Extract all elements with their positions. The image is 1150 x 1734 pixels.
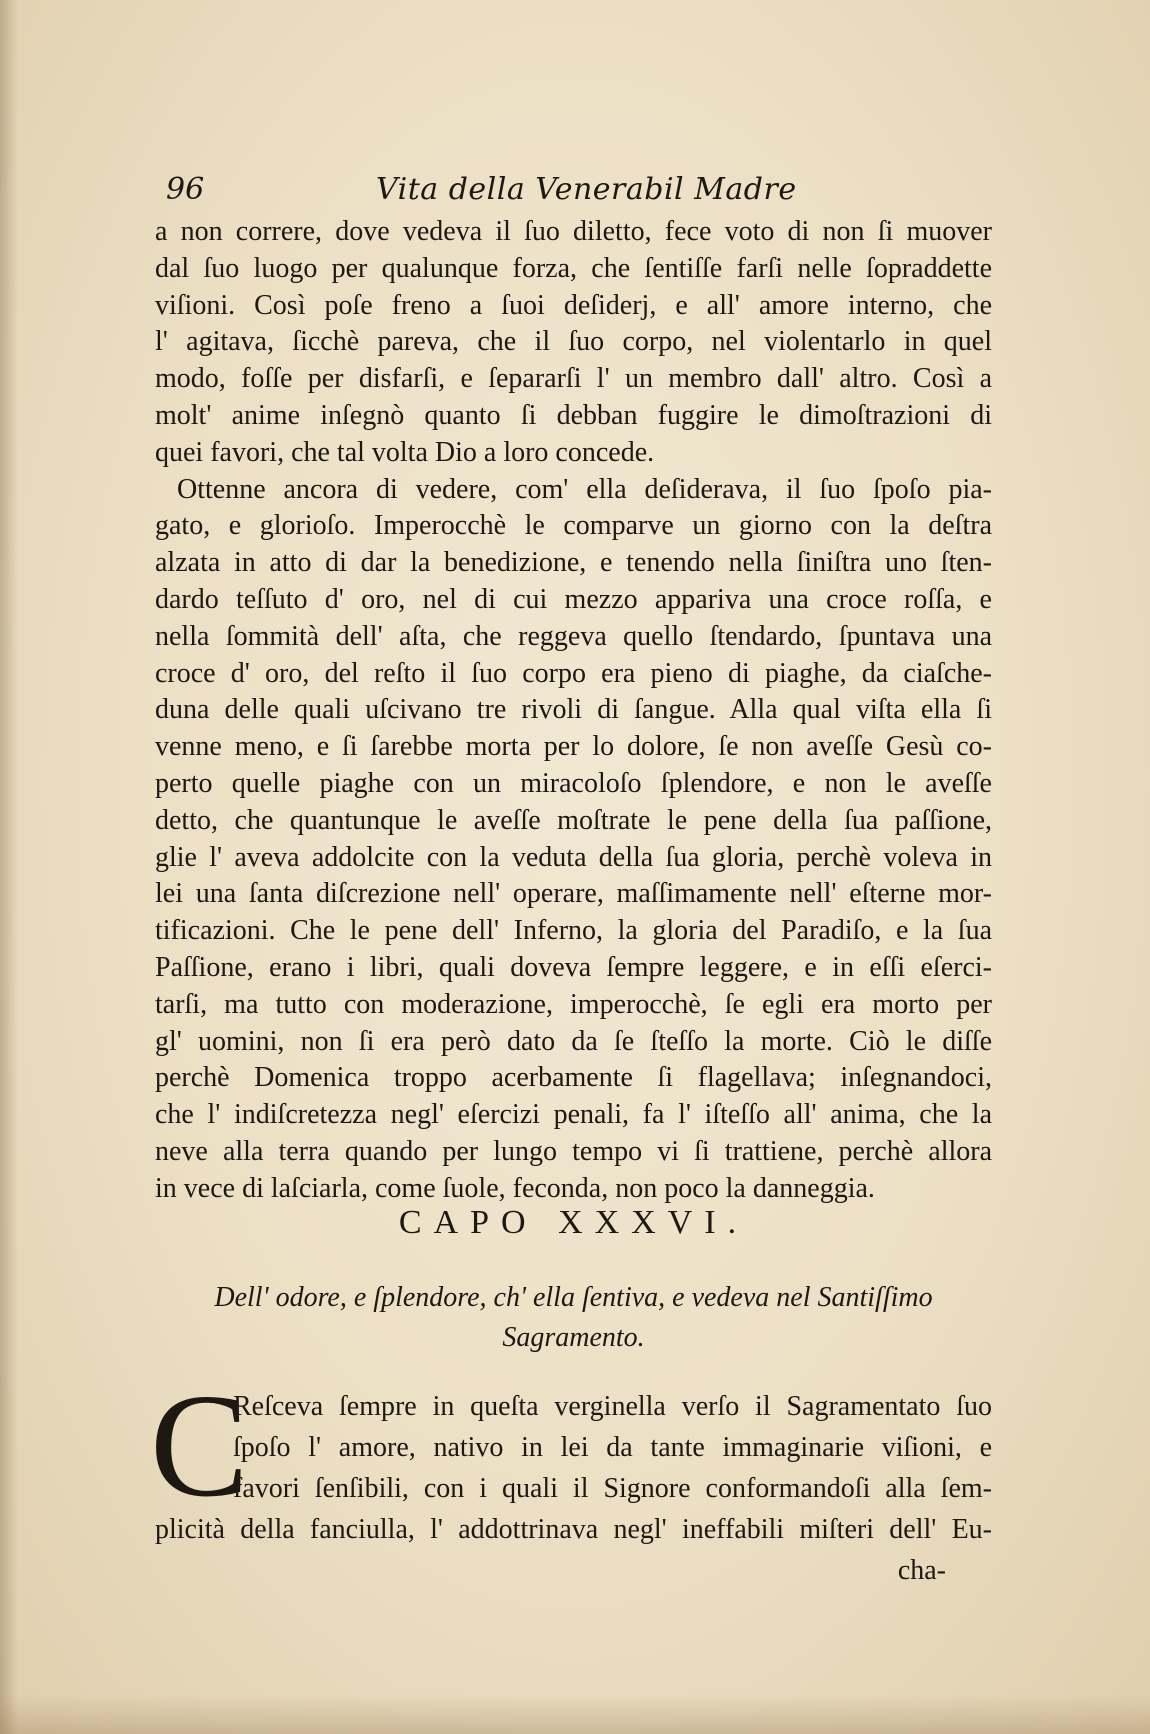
text-line: ſpoſo l' amore, nativo in lei da tante immaginarie viſioni, e (233, 1432, 992, 1463)
text-line: detto, che quantunque le aveſſe moſtrate le pene della ſua paſſione, (155, 804, 992, 836)
text-line: perchè Domenica troppo acerbamente ſi flagellava; inſegnandoci, (155, 1062, 992, 1094)
text-line: gato, e glorioſo. Imperocchè le comparve un giorno con la deſtra (155, 510, 992, 542)
page-edge-shadow (0, 0, 18, 1734)
text-line: Ottenne ancora di vedere, com' ella deſiderava, il ſuo ſpoſo pia- (177, 473, 992, 505)
text-line: neve alla terra quando per lungo tempo vi ſi trattiene, perchè allora (155, 1135, 992, 1167)
text-line: glie l' aveva addolcite con la veduta della ſua gloria, perchè voleva in (155, 841, 992, 873)
page-bottom-shadow (0, 1694, 1150, 1734)
page-header (166, 172, 996, 212)
text-line: gl' uomini, non ſi era però dato da ſe ſteſſo la morte. Ciò le diſſe (155, 1025, 992, 1057)
chapter-subtitle-line: Sagramento. (502, 1322, 645, 1353)
body-text (155, 214, 992, 1208)
text-line: perto quelle piaghe con un miracoloſo ſplendore, e non le aveſſe (155, 767, 992, 799)
text-line: plicità della fanciulla, l' addottrinava negl' ineffabili miſteri dell' Eu- (155, 1514, 992, 1545)
text-line: a non correre, dove vedeva il ſuo diletto, fece voto di non ſi muover (155, 216, 992, 247)
chapter-subtitle-line: Dell' odore, e ſplendore, ch' ella ſentiva, e vedeva nel Santiſſimo (214, 1282, 933, 1313)
text-line: quei favori, che tal volta Dio a loro concede. (155, 436, 655, 468)
chapter-subtitle (155, 1278, 992, 1358)
text-line: tarſi, ma tutto con moderazione, imperocchè, ſe egli era morto per (155, 988, 992, 1020)
text-line: modo, foſſe per disfarſi, e ſepararſi l' un membro dall' altro. Così a (155, 363, 992, 395)
drop-cap: C (150, 1364, 249, 1528)
catchword: cha- (897, 1555, 946, 1586)
text-line: in vece di laſciarla, come ſuole, feconda, non poco la danneggia. (155, 1172, 875, 1204)
text-line: Paſſione, erano i libri, quali doveva ſempre leggere, e in eſſi eſerci- (155, 951, 992, 983)
text-line: dardo teſſuto d' oro, nel di cui mezzo appariva una croce roſſa, e (155, 583, 992, 615)
text-line: tificazioni. Che le pene dell' Inferno, la gloria del Paradiſo, e la ſua (155, 915, 992, 947)
page-number: 96 (166, 172, 205, 207)
text-line: viſioni. Così poſe freno a ſuoi deſiderj, e all' amore interno, che (155, 289, 992, 321)
text-line: venne meno, e ſi ſarebbe morta per lo dolore, ſe non aveſſe Gesù co- (155, 731, 992, 763)
text-line: dal ſuo luogo per qualunque forza, che ſentiſſe farſi nelle ſopraddette (155, 252, 992, 284)
text-line: nella ſommità dell' aſta, che reggeva quello ſtendardo, ſpuntava una (155, 620, 992, 652)
text-line: croce d' oro, del reſto il ſuo corpo era pieno di piaghe, da ciaſche- (155, 657, 992, 689)
text-line: favori ſenſibili, con i quali il Signore conformandoſi alla ſem- (233, 1473, 992, 1504)
text-line: lei una ſanta diſcrezione nell' operare, maſſimamente nell' eſterne mor- (155, 878, 992, 910)
chapter-heading: CAPO XXXVI. (398, 1204, 749, 1241)
chapter-first-paragraph (155, 1386, 992, 1591)
text-line: l' agitava, ſicchè pareva, che il ſuo corpo, nel violentarlo in quel (155, 326, 992, 358)
text-line: molt' anime inſegnò quanto ſi debban fuggire le dimoſtrazioni di (155, 399, 992, 431)
text-line: che l' indiſcretezza negl' eſercizi penali, fa l' iſteſſo all' anima, che la (155, 1099, 992, 1131)
text-line: duna delle quali uſcivano tre rivoli di ſangue. Alla qual viſta ella ſi (155, 694, 992, 726)
running-title: Vita della Venerabil Madre (376, 172, 797, 207)
text-line: alzata in atto di dar la benedizione, e tenendo nella ſiniſtra uno ſten- (155, 547, 992, 579)
text-line: Reſceva ſempre in queſta verginella verſo il Sagramentato ſuo (233, 1391, 992, 1422)
